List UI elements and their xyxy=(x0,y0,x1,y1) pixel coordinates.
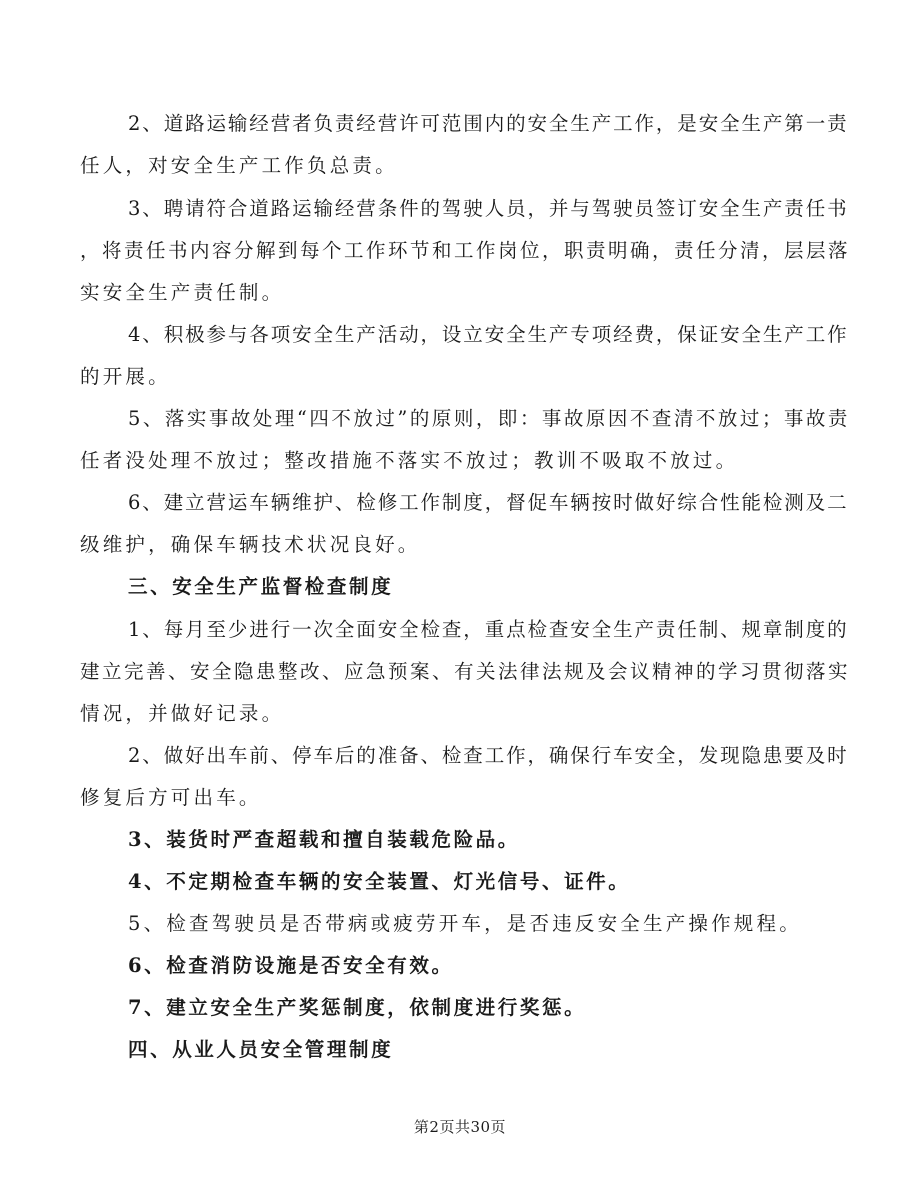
paragraph-line: 2、做好出车前、停车后的准备、检查工作，确保行车安全，发现隐患要及时 xyxy=(128,744,849,767)
paragraph-line: 的开展。 xyxy=(80,365,171,388)
paragraph-line: 3、聘请符合道路运输经营条件的驾驶人员，并与驾驶员签订安全生产责任书 xyxy=(128,197,849,220)
paragraph-line: 4、不定期检查车辆的安全装置、灯光信号、证件。 xyxy=(128,870,631,893)
paragraph-line: 级维护，确保车辆技术状况良好。 xyxy=(80,533,421,556)
paragraph-line: ，将责任书内容分解到每个工作环节和工作岗位，职责明确，责任分清，层层落 xyxy=(80,239,851,262)
paragraph-line: 任者没处理不放过；整改措施不落实不放过；教训不吸取不放过。 xyxy=(80,449,739,472)
paragraph-line: 7、建立安全生产奖惩制度，依制度进行奖惩。 xyxy=(128,996,587,1019)
paragraph-line: 6、建立营运车辆维护、检修工作制度，督促车辆按时做好综合性能检测及二 xyxy=(128,491,849,514)
page-number: 第2页共30页 xyxy=(413,1118,507,1136)
paragraph-line: 4、积极参与各项安全生产活动，设立安全生产专项经费，保证安全生产工作 xyxy=(128,323,849,346)
paragraph-line: 建立完善、安全隐患整改、应急预案、有关法律法规及会议精神的学习贯彻落实 xyxy=(80,660,851,683)
paragraph-line: 5、检查驾驶员是否带病或疲劳开车，是否违反安全生产操作规程。 xyxy=(128,912,802,935)
paragraph-line: 实安全生产责任制。 xyxy=(80,281,285,304)
paragraph-line: 6、检查消防设施是否安全有效。 xyxy=(128,954,454,977)
paragraph-line: 任人，对安全生产工作负总责。 xyxy=(80,154,398,177)
section-heading: 四、从业人员安全管理制度 xyxy=(128,1038,394,1061)
paragraph-line: 修复后方可出车。 xyxy=(80,786,262,809)
paragraph-line: 情况，并做好记录。 xyxy=(80,702,285,725)
section-heading: 三、安全生产监督检查制度 xyxy=(128,575,394,598)
paragraph-line: 1、每月至少进行一次全面安全检查，重点检查安全生产责任制、规章制度的 xyxy=(128,618,849,641)
paragraph-line: 2、道路运输经营者负责经营许可范围内的安全生产工作，是安全生产第一责 xyxy=(128,112,849,135)
paragraph-line: 5、落实事故处理“四不放过”的原则，即：事故原因不查清不放过；事故责 xyxy=(128,407,850,430)
paragraph-line: 3、装货时严查超载和擅自装载危险品。 xyxy=(128,828,520,851)
